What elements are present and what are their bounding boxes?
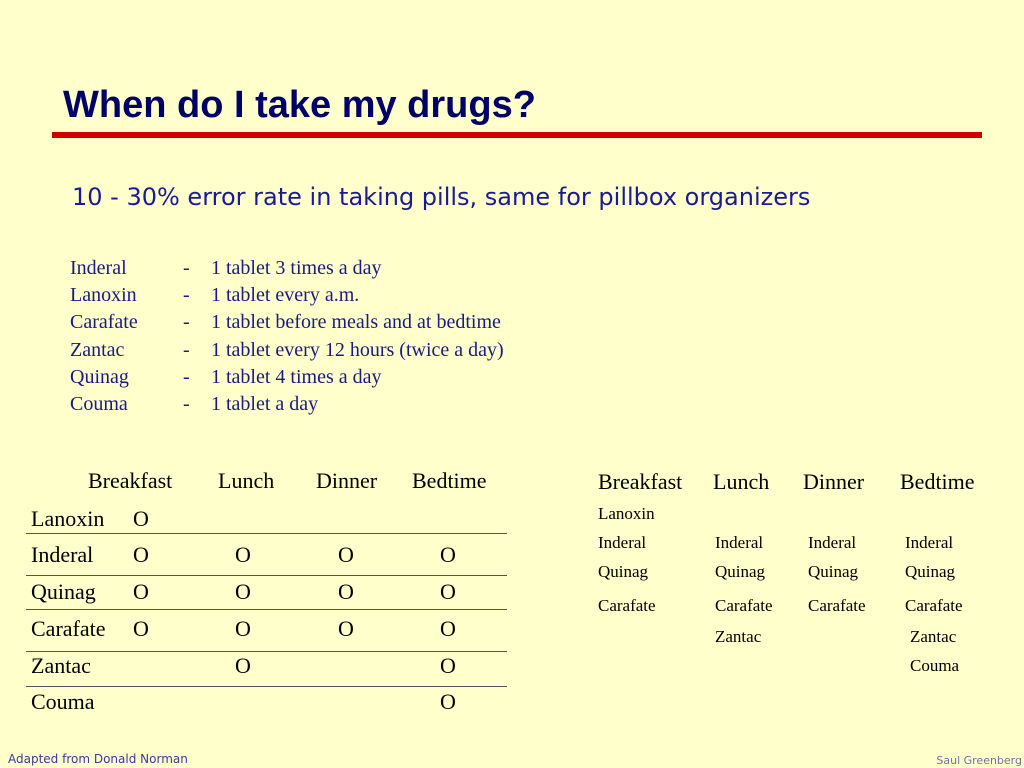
prescription-dose: 1 tablet every 12 hours (twice a day) [211,339,504,361]
dose-mark: O [440,653,456,678]
row-divider [26,533,507,534]
dose-mark: O [440,689,456,714]
row-divider [26,686,507,687]
pill-entry: Quinag [715,562,766,581]
pill-entry: Carafate [905,596,963,615]
dose-mark: O [440,579,456,604]
pill-entry: Couma [910,656,960,675]
dose-mark: O [235,616,251,641]
prescription-dose: 1 tablet 4 times a day [211,366,382,388]
row-divider [26,609,507,610]
column-header: Breakfast [88,468,173,493]
pill-entry: Carafate [598,596,656,615]
prescription-dash: - [183,257,190,279]
prescription-drug: Lanoxin [70,284,137,306]
footer-credit: Adapted from Donald Norman [8,752,188,766]
row-divider [26,651,507,652]
pill-entry: Inderal [715,533,764,552]
pill-entry: Quinag [808,562,859,581]
prescription-dash: - [183,393,190,415]
dose-mark: O [440,542,456,567]
pill-entry: Lanoxin [598,504,655,523]
prescription-dash: - [183,284,190,306]
column-header: Bedtime [412,468,487,493]
dose-mark: O [440,616,456,641]
dose-mark: O [133,506,149,531]
dose-mark: O [235,579,251,604]
pill-entry: Zantac [715,627,762,646]
pill-entry: Zantac [910,627,957,646]
pill-entry: Inderal [598,533,647,552]
prescription-drug: Quinag [70,366,129,388]
dose-mark: O [133,542,149,567]
column-header: Dinner [803,469,865,494]
prescription-drug: Couma [70,393,128,415]
dose-mark: O [338,542,354,567]
prescription-drug: Inderal [70,257,127,279]
dose-mark: O [133,579,149,604]
row-drug-label: Couma [31,689,95,714]
pill-entry: Carafate [715,596,773,615]
dose-mark: O [338,616,354,641]
footer-author: Saul Greenberg [936,754,1022,767]
prescription-drug: Zantac [70,339,125,361]
pill-entry: Inderal [905,533,954,552]
dose-mark: O [133,616,149,641]
column-header: Dinner [316,468,378,493]
row-drug-label: Quinag [31,579,96,604]
slide-subtitle: 10 - 30% error rate in taking pills, same for pillbox organizers [72,183,811,211]
prescription-dash: - [183,339,190,361]
row-divider [26,575,507,576]
prescription-drug: Carafate [70,311,138,333]
prescription-dose: 1 tablet every a.m. [211,284,360,306]
prescription-dose: 1 tablet before meals and at bedtime [211,311,501,333]
prescription-dose: 1 tablet a day [211,393,319,415]
column-header: Lunch [713,469,770,494]
column-header: Lunch [218,468,275,493]
column-header: Bedtime [900,469,975,494]
row-drug-label: Lanoxin [31,506,105,531]
pill-entry: Quinag [598,562,649,581]
pill-entry: Carafate [808,596,866,615]
row-drug-label: Zantac [31,653,91,678]
row-drug-label: Carafate [31,616,106,641]
prescription-dash: - [183,366,190,388]
column-header: Breakfast [598,469,683,494]
prescription-dose: 1 tablet 3 times a day [211,257,382,279]
pill-entry: Quinag [905,562,956,581]
title-underline [52,132,982,138]
dose-mark: O [235,542,251,567]
dose-mark: O [235,653,251,678]
row-drug-label: Inderal [31,542,94,567]
dose-mark: O [338,579,354,604]
pill-entry: Inderal [808,533,857,552]
slide-title: When do I take my drugs? [63,84,536,126]
prescription-dash: - [183,311,190,333]
